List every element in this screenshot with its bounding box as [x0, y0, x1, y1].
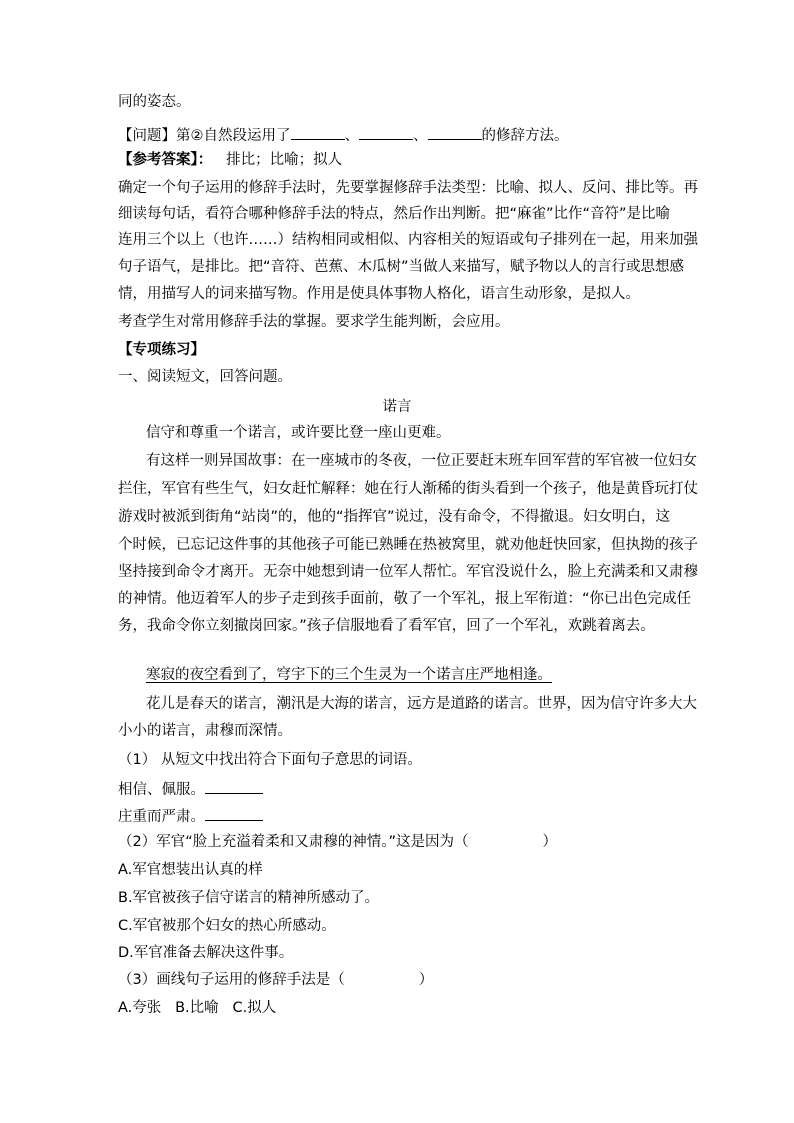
- text-line: 同的姿态。: [118, 94, 191, 110]
- option-d: D.军官准备去解决这件事。: [118, 945, 294, 961]
- passage-line: 信守和尊重一个诺言，或许要比登一座山更难。: [146, 425, 451, 441]
- sub-question-2: [118, 832, 678, 852]
- explanation-line: 细读每句话，看符合哪种修辞手法的特点，然后作出判断。把“麻雀”比作“音符”是比喻: [118, 206, 671, 222]
- question-prefix: 【问题】第②自然段运用了: [118, 128, 291, 144]
- option-b: B.军官被孩子信守诺言的精神所感动了。: [118, 890, 380, 906]
- question-line: [118, 124, 678, 146]
- sub-question-1-item: [118, 778, 678, 800]
- underlined-sentence-text: 寒寂的夜空看到了，穹宇下的三个生灵为一个诺言庄严地相逢。: [146, 667, 552, 683]
- section-heading: 【专项练习】: [118, 342, 205, 358]
- passage-line: 小小的诺言，肃穆而深情。: [118, 723, 292, 739]
- passage-line: 有这样一则异国故事：在一座城市的冬夜，一位正要赶末班车回军营的军官被一位妇女: [146, 453, 697, 469]
- exercise-instruction: 一、阅读短文，回答问题。: [118, 369, 292, 385]
- explanation-line: 句子语气，是排比。把“音符、芭蕉、木瓜树”当做人来描写，赋予物以人的言行或思想感: [118, 259, 685, 275]
- passage-line: 花儿是春天的诺言，潮汛是大海的诺言，远方是道路的诺言。世界，因为信守许多大大: [146, 696, 697, 712]
- passage-line: 游戏时被派到街角“站岗”的，他的“指挥官”说过，没有命令，不得撤退。妇女明白，这: [118, 509, 671, 525]
- item-text: 庄重而严肃。: [118, 809, 205, 825]
- answer-blank[interactable]: [205, 805, 263, 821]
- passage-title: 诺言: [382, 399, 412, 415]
- answer-blank[interactable]: [205, 778, 263, 794]
- explanation-line: 情，用描写人的词来描写物。作用是使具体事物人格化，语言生动形象，是拟人。: [118, 286, 640, 302]
- explanation-line: 考查学生对常用修辞手法的掌握。要求学生能判断，会应用。: [118, 314, 510, 330]
- passage-line: 坚持接到命令才离开。无奈中她想到请一位军人帮忙。军官没说什么，脸上充满柔和又肃穆: [118, 564, 698, 580]
- sub-question-1-item: [118, 805, 678, 827]
- explanation-line: 确定一个句子运用的修辞手法时，先要掌握修辞手法类型：比喻、拟人、反问、排比等。再: [118, 180, 698, 196]
- answer-blank-2[interactable]: [359, 124, 413, 140]
- underlined-sentence: [146, 665, 706, 685]
- explanation-line: 连用三个以上（也许……）结构相同或相似、内容相关的短语或句子排列在一起，用来加强: [118, 232, 698, 248]
- answer-blank-3[interactable]: [428, 124, 482, 140]
- item-text: 相信、佩服。: [118, 782, 205, 798]
- option-c: C.军官被那个妇女的热心所感动。: [118, 918, 336, 934]
- question-suffix: 的修辞方法。: [481, 128, 569, 144]
- reference-answer-value: 排比；比喻；拟人: [226, 152, 343, 168]
- separator: 、: [413, 128, 428, 144]
- question-close: ）: [418, 972, 434, 988]
- question-text: （2）军官“脸上充溢着柔和又肃穆的神情。”这是因为（: [118, 834, 469, 850]
- question-text: （3）画线句子运用的修辞手法是（: [118, 972, 345, 988]
- passage-line: 务，我命令你立刻撤岗回家。”孩子信服地看了看军官，回了一个军礼，欢跳着离去。: [118, 618, 655, 634]
- sub-question-3: [118, 970, 678, 990]
- question-close: ）: [542, 834, 557, 850]
- reference-answer-label: 【参考答案】：: [118, 152, 213, 168]
- sub-question-1: （1） 从短文中找出符合下面句子意思的词语。: [118, 752, 422, 768]
- answer-blank-1[interactable]: [291, 124, 345, 140]
- passage-line: 拦住，军官有些生气，妇女赶忙解释：她在行人渐稀的街头看到一个孩子，他是黄昏玩打仗: [118, 481, 698, 497]
- reference-answer-line: [118, 150, 678, 170]
- passage-line: 的神情。他迈着军人的步子走到孩手面前，敬了一个军礼，报上军衔道：“你已出色完成任: [118, 591, 692, 607]
- option-a: A.军官想装出认真的样: [118, 862, 263, 878]
- separator: 、: [344, 128, 359, 144]
- passage-line: 个时候，已忘记这件事的其他孩子可能已熟睡在热被窝里，就劝他赶快回家，但执拗的孩子: [118, 537, 698, 553]
- options-row: A.夸张 B.比喻 C.拟人: [118, 1000, 277, 1016]
